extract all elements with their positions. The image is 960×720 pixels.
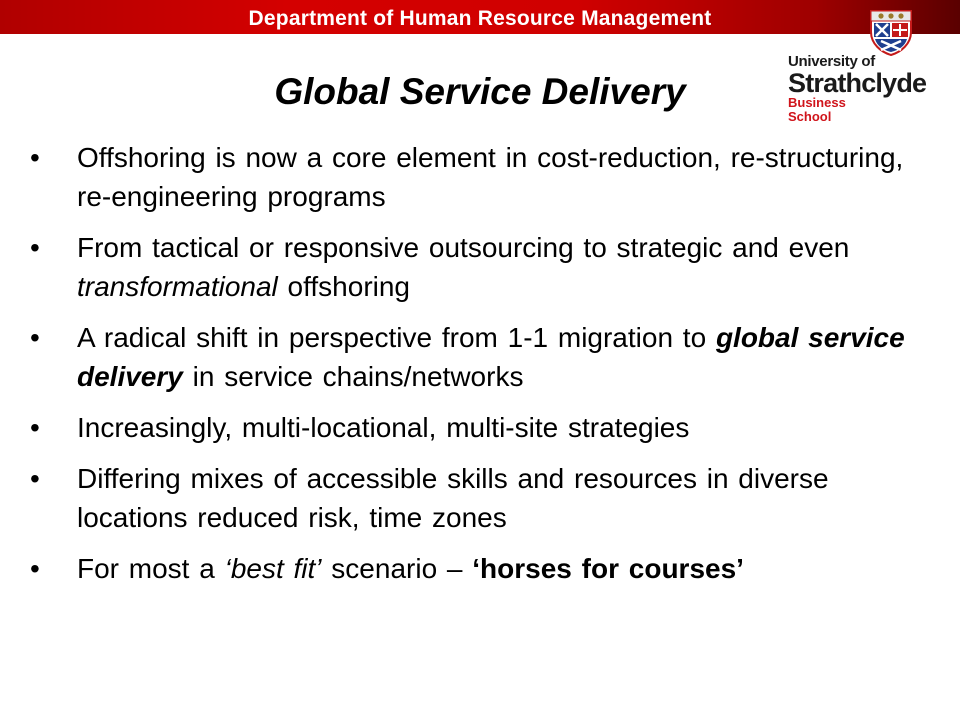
bullet-item <box>30 138 930 216</box>
logo-strathclyde: Strathclyde <box>788 68 927 98</box>
department-label: Department of Human Resource Management <box>248 7 712 30</box>
logo-university-of: University of <box>788 53 875 70</box>
bullet-icon: • <box>30 412 40 443</box>
bullet-key-term: ‘horses for courses’ <box>472 553 744 584</box>
bullet-icon: • <box>30 232 40 263</box>
logo-business: Business <box>788 95 846 110</box>
bullet-icon: • <box>30 322 40 353</box>
logo-school: School <box>788 109 832 124</box>
slide-title: Global Service Delivery <box>274 71 686 112</box>
university-crest-icon <box>867 8 915 56</box>
bullet-item <box>30 318 930 396</box>
bullet-text: For most a <box>77 553 225 584</box>
bullet-item <box>30 408 930 447</box>
bullet-key-term: global service delivery <box>77 322 905 392</box>
bullet-item <box>30 228 930 306</box>
bullet-text: scenario – <box>321 553 473 584</box>
bullet-text: in service chains/networks <box>182 361 524 392</box>
bullet-item <box>30 549 930 588</box>
bullet-list <box>30 138 930 600</box>
bullet-text: From tactical or responsive outsourcing to strategic and even <box>77 232 850 263</box>
bullet-text: offshoring <box>277 271 411 302</box>
bullet-icon: • <box>30 142 40 173</box>
bullet-text: A radical shift in perspective from 1-1 migration to <box>77 322 716 353</box>
bullet-text: Differing mixes of accessible skills and resources in diverse locations reduced risk, time zones <box>77 463 829 533</box>
bullet-emphasis: ‘best fit’ <box>224 553 322 584</box>
bullet-icon: • <box>30 553 40 584</box>
bullet-icon: • <box>30 463 40 494</box>
bullet-text: Offshoring is now a core element in cost-reduction, re-structuring, re-engineering programs <box>77 142 904 212</box>
bullet-text: Increasingly, multi-locational, multi-site strategies <box>77 412 690 443</box>
bullet-item <box>30 459 930 537</box>
bullet-emphasis: transformational <box>77 271 278 302</box>
